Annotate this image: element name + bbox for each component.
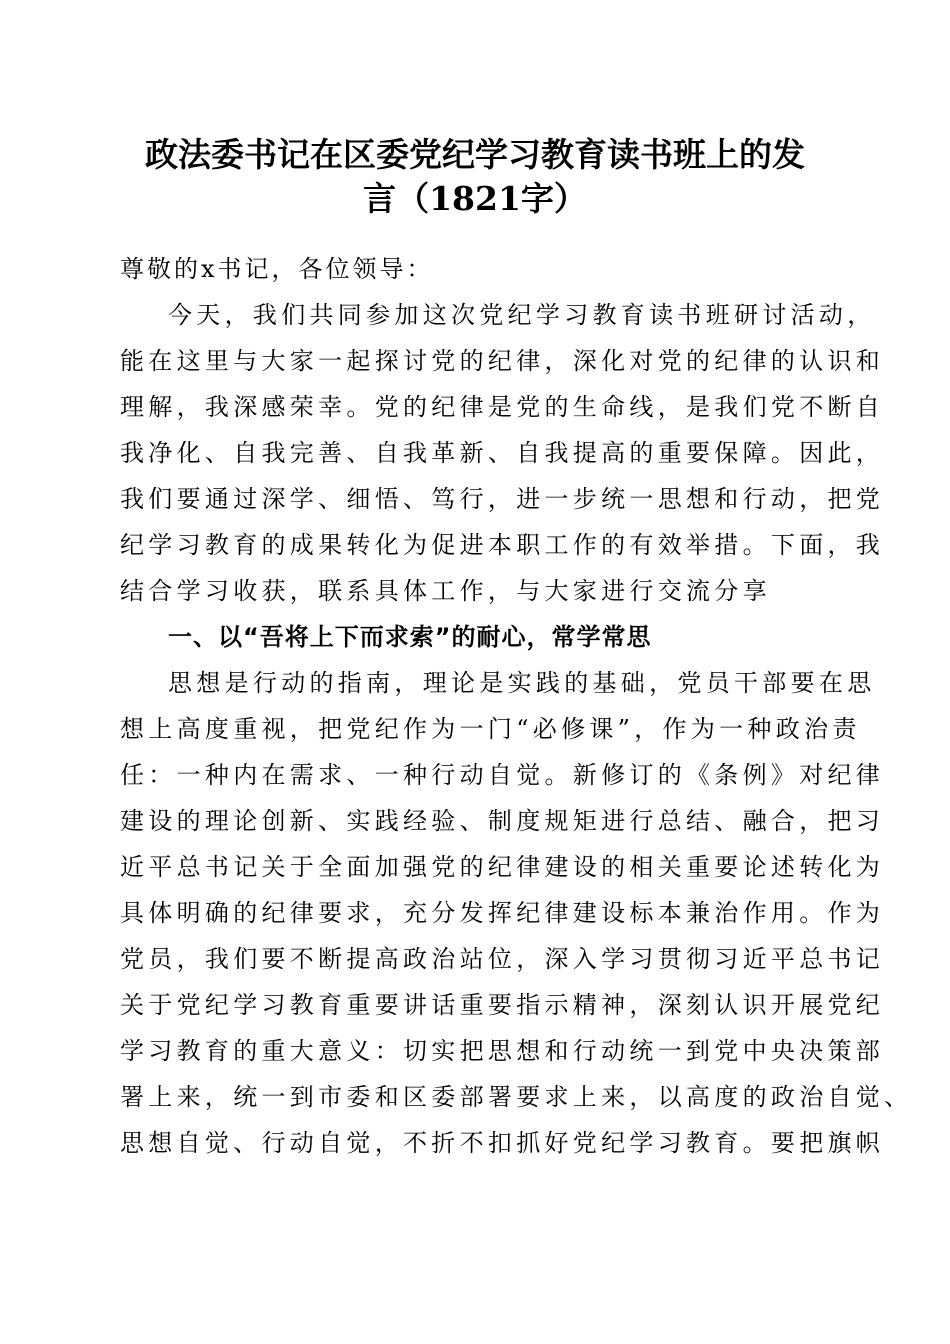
paragraph-line: 学习教育的重大意义：切实把思想和行动统一到党中央决策部 <box>120 1037 885 1065</box>
document-body <box>120 246 913 1166</box>
paragraph-line: 思想是行动的指南，理论是实践的基础，党员干部要在思 <box>168 669 876 697</box>
paragraph-line: 具体明确的纪律要求，充分发挥纪律建设标本兼治作用。作为 <box>120 899 885 927</box>
paragraph-line: 想上高度重视，把党纪作为一门“必修课”，作为一种政治责 <box>120 715 861 743</box>
document-title <box>100 133 850 221</box>
paragraph-line: 近平总书记关于全面加强党的纪律建设的相关重要论述转化为 <box>120 853 885 881</box>
paragraph-line: 理解，我深感荣幸。党的纪律是党的生命线，是我们党不断自 <box>120 393 885 421</box>
title-line-1: 政法委书记在区委党纪学习教育读书班上的发 <box>145 135 805 174</box>
section-heading: 一、以“吾将上下而求索”的耐心，常学常思 <box>168 623 652 651</box>
paragraph-line: 任：一种内在需求、一种行动自觉。新修订的《条例》对纪律 <box>120 761 885 789</box>
paragraph-line: 建设的理论创新、实践经验、制度规矩进行总结、融合，把习 <box>120 807 885 835</box>
paragraph-line: 纪学习教育的成果转化为促进本职工作的有效举措。下面，我 <box>120 531 885 559</box>
salutation: 尊敬的x书记，各位领导： <box>120 255 434 283</box>
paragraph-line: 党员，我们要不断提高政治站位，深入学习贯彻习近平总书记 <box>120 945 885 973</box>
paragraph-line: 思想自觉、行动自觉，不折不扣抓好党纪学习教育。要把旗帜 <box>120 1129 885 1157</box>
paragraph-line: 我们要通过深学、细悟、笃行，进一步统一思想和行动，把党 <box>120 485 885 513</box>
paragraph-line: 今天，我们共同参加这次党纪学习教育读书班研讨活动， <box>168 301 876 329</box>
paragraph-line: 关于党纪学习教育重要讲话重要指示精神，深刻认识开展党纪 <box>120 991 885 1019</box>
paragraph-line: 我净化、自我完善、自我革新、自我提高的重要保障。因此， <box>120 439 885 467</box>
paragraph-line: 能在这里与大家一起探讨党的纪律，深化对党的纪律的认识和 <box>120 347 885 375</box>
title-line-2: 言（1821字） <box>363 179 587 218</box>
paragraph-line: 署上来，统一到市委和区委部署要求上来，以高度的政治自觉、 <box>120 1083 913 1111</box>
paragraph-line: 结合学习收获，联系具体工作，与大家进行交流分享 <box>120 577 771 605</box>
